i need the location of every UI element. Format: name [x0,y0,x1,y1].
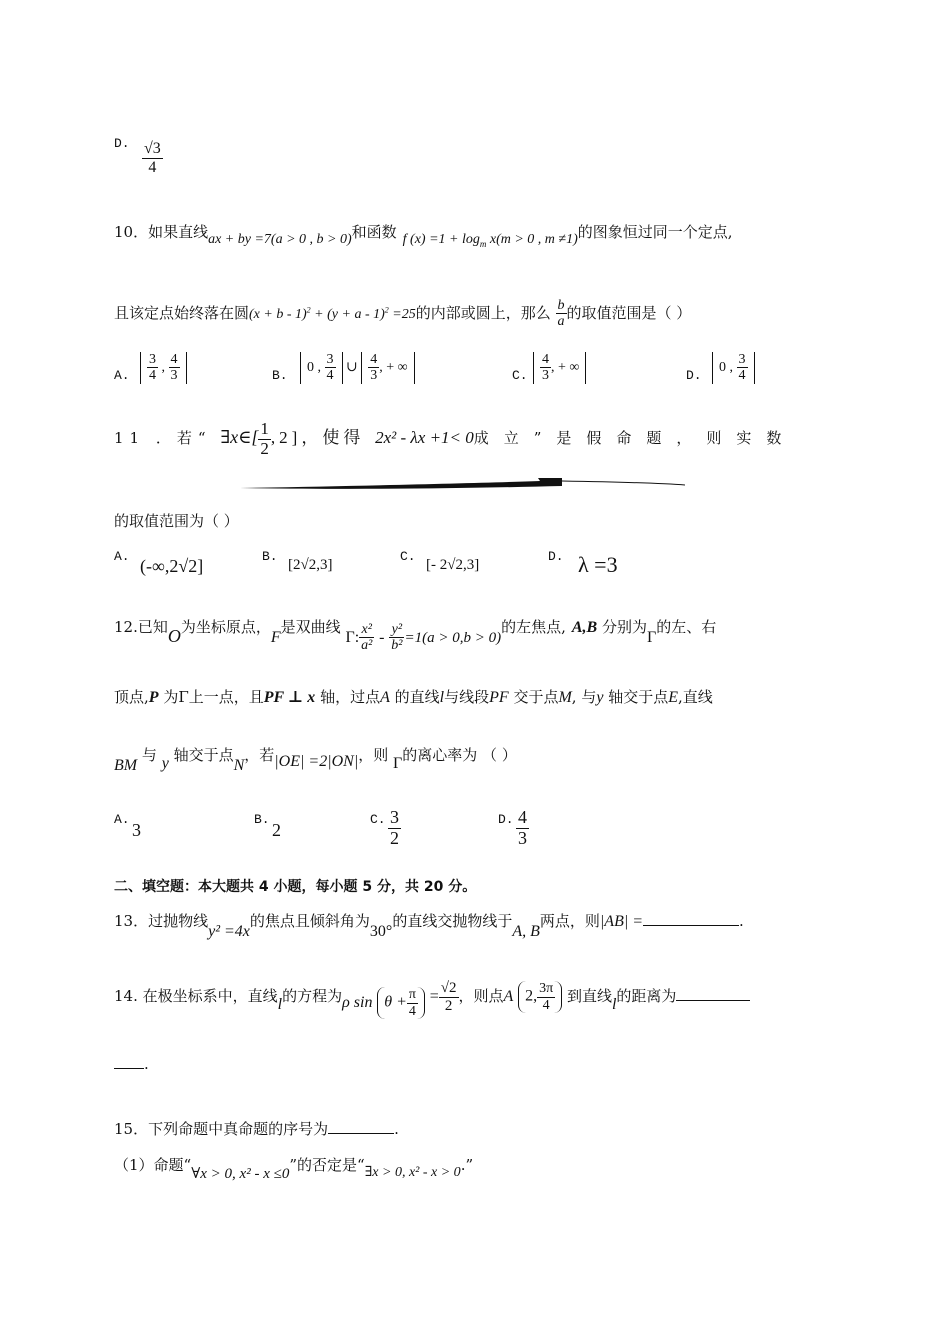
q13-answer-blank[interactable] [643,911,739,926]
q9-d-numerator: √3 [144,140,161,157]
q11-option-d-label: D. [548,549,564,564]
q12-y2-den: b² [391,638,403,654]
q12-M: M [558,689,572,706]
q12-E: E [668,689,679,706]
q14-point-r: 2, [525,988,538,1005]
q12-PF: PF [489,689,509,706]
q10-line2 [114,298,691,330]
q10-sq1: 2 [306,305,311,315]
q12-l2-f: 交于点 [513,688,559,706]
q12-option-d [516,808,529,849]
q10-option-c-label: C. [512,368,528,383]
q10-a-n1: 3 [149,352,156,367]
q12-l2-d: 的直线 [394,688,440,706]
q13-line [114,910,744,940]
q10-b-inf: , + ∞ [379,360,408,376]
q11-exists: ∃x∈[ [220,427,259,448]
q12-option-c-label: C. [370,812,386,827]
q12-number: 12.已知 [114,617,168,636]
q10-l2-text-b: 的内部或圆上，那么 [415,303,551,322]
q12-option-a: 3 [132,820,141,840]
q12-P: P [148,689,159,706]
q12-y2-num: y² [389,622,404,638]
q10-line1 [114,221,733,249]
q9-option-d-value [142,140,163,176]
q14-end: . [144,1055,149,1073]
q11-option-c: [- 2√2,3] [426,557,480,573]
q12-O: O [167,625,181,646]
q13-angle: 30° [369,923,393,940]
q15-number: 15．下列命题中真命题的序号为 [114,1120,329,1138]
q14-answer-blank[interactable] [676,986,750,1001]
q14-t1: 的方程为 [282,987,343,1005]
q14-t4: 的距离为 [616,987,677,1005]
q10-l2-text-a: 且该定点始终落在圆 [114,303,250,322]
q10-text2: 的图象恒过同一个定点, [577,223,733,241]
q14-point [518,981,562,1013]
q14-r2-num: √2 [440,980,457,996]
q12-option-b-label: B. [254,812,270,827]
q10-circle-y: + (y + a - 1) [314,306,385,322]
q12-l3-gamma: Γ [393,755,403,772]
q12-c-den: 2 [390,827,399,848]
q12-l3-a: 与 [141,746,157,764]
q11-option-a: (-∞,2√2] [140,556,204,576]
q12-line2 [114,686,713,707]
q13-AB: A, B [512,923,540,940]
q10-a-d2: 3 [170,368,178,384]
q10-option-d-label: D. [686,368,702,383]
q10-func-base: m [479,238,487,249]
q14-pi-num: π [408,987,416,1003]
q14-A: A [503,988,514,1005]
q10-option-b-label: B. [272,368,288,383]
q10-c-inf: , + ∞ [551,360,580,376]
q12-x2-den: a² [361,638,373,654]
q11-half-num: 1 [260,419,269,438]
q14-rho-sin: ρ sin [342,994,373,1011]
q12-l2-h: 轴交于点 [608,688,669,706]
q14-line [114,980,750,1019]
q11-option-a-label: A. [114,549,130,564]
q10-b-n1: 3 [326,352,334,367]
q9-option-d-label: D. [114,136,130,151]
q12-d-num: 4 [518,807,527,827]
q10-l2-text-c: 的取值范围是（ ） [566,303,692,322]
q12-BM: BM [114,757,138,774]
q15-item1-a: （1）命题“ [114,1156,192,1174]
q13-t3: 两点，则 [539,912,600,930]
q11-text-end: 成立”是假命题，则实数 [473,429,797,448]
q12-minus: - [379,628,385,646]
q14-paren-group [377,987,425,1019]
q12-line3 [114,744,517,774]
q10-function [403,232,578,247]
q10-a-n2: 4 [170,352,178,367]
q9-d-denominator: 4 [148,158,157,176]
q15-line [114,1118,399,1139]
q12-c-num: 3 [390,807,399,827]
q10-circle-r: =25 [392,306,416,322]
q14-t3: 到直线 [566,987,612,1005]
q12-eq-tail: =1(a > 0,b > 0) [404,629,502,646]
q14-equals: = [429,988,439,1005]
q12-l2-b: 为Γ上一点，且 [163,688,264,706]
q10-b-zero: 0 , [307,360,321,376]
q12-t1: 为坐标原点， [180,617,271,636]
q10-b-d2: 3 [370,368,378,384]
q10-c-n1: 4 [542,352,549,367]
q12-option-d-label: D. [498,812,514,827]
q10-number: 10．如果直线 [114,223,209,241]
q10-b-n2: 4 [370,352,378,367]
q14-tp-den: 4 [542,997,550,1013]
q14-l: l [277,996,283,1013]
q15-end: . [394,1120,399,1138]
section-2-heading: 二、填空题：本大题共 4 小题，每小题 5 分，共 20 分。 [114,879,477,895]
q12-A: A [380,689,390,706]
q10-option-a-label: A. [114,368,130,383]
q10-d-d1: 4 [738,368,746,384]
q10-func-tail: x(m > 0 , m ≠1) [489,232,578,247]
q14-tp-num: 3π [539,981,554,997]
q11-number: 11 ．若“ [114,429,212,448]
q12-t5: 的左、右 [656,617,717,636]
q10-option-a: $\frac{3}{4}$ , $\frac{4}{3}$ [140,352,187,384]
q10-b-d1: 4 [326,368,334,384]
q11-option-b-label: B. [262,549,278,564]
q10-circle-x: (x + b - 1) [249,306,307,322]
brush-stroke-decoration [240,474,685,494]
q12-t2: 是双曲线 [280,617,341,636]
q13-number: 13．过抛物线 [114,912,209,930]
q12-l2-i: ,直线 [678,688,713,706]
q12-d-den: 3 [518,827,527,848]
q12-condition: |OE| =2|ON| [274,753,359,770]
q12-x2-num: x² [359,622,374,638]
q12-l2-c: 轴，过点 [320,688,381,706]
q10-ba-num: b [557,298,565,313]
q12-PF-perp: PF ⊥ x [263,689,316,706]
q14-answer-blank-cont[interactable] [114,1054,144,1069]
q11-half-den: 2 [260,438,269,458]
q12-l: l [439,689,445,706]
q10-b-cup: ∪ [346,360,358,376]
q13-t2: 的直线交抛物线于 [392,912,513,930]
q13-abs-AB: |AB| = [599,913,644,930]
q10-text1: 和函数 [351,223,397,241]
q12-line1 [114,612,717,654]
q14-number: 14. 在极坐标系中，直线 [114,987,278,1005]
q12-l3-c: ，若 [244,746,275,764]
q15-item1-neg: ∃x > 0, x² - x > 0 [364,1165,461,1180]
q12-gamma2: Γ [646,628,657,646]
q10-c-d1: 3 [542,368,549,384]
q12-option-c [388,808,401,849]
q10-ba-den: a [557,314,565,330]
q15-answer-blank[interactable] [328,1119,394,1134]
q10-d-n1: 3 [738,352,746,367]
q14-t2: ，则点 [458,987,504,1005]
q10-a-d1: 4 [149,368,156,384]
q14-continuation [114,1054,149,1073]
q12-y: y [596,689,604,706]
q13-end: . [739,912,744,930]
q12-l3-d: ，则 [358,746,389,764]
q12-AB: A,B [571,618,598,636]
q11-line2: 的取值范围为（ ） [114,512,239,530]
q11-option-d: λ =3 [578,552,618,577]
q10-option-b [300,352,415,384]
q10-circle [249,307,416,322]
q12-F: F [270,628,281,646]
q15-item1-b: ”的否定是“ [289,1156,365,1174]
q10-option-c [533,352,586,384]
q12-l2-g: , 与 [571,688,597,706]
q14-r2-den: 2 [444,997,453,1014]
q14-pi-den: 4 [408,1003,416,1019]
q13-parabola: y² =4x [208,923,250,940]
q12-t4: 分别为 [601,617,647,636]
q11-option-b: [2√2,3] [288,557,333,573]
q12-gamma: Γ: [345,628,360,646]
q11-inequality: 2x² - λx +1< 0 [375,428,474,448]
q10-line-equation: ax + by =7(a > 0 , b > 0) [208,232,352,247]
q12-l3-b: 轴交于点 [173,746,234,764]
q10-d-zero: 0 , [719,360,733,376]
q14-l2: l [611,996,617,1013]
q15-item1-prop: ∀x > 0, x² - x ≤0 [191,1166,290,1182]
q15-item1-c: .” [460,1156,474,1174]
q12-l2-a: 顶点, [114,688,149,706]
q10-sq2: 2 [384,305,389,315]
q12-l2-e: 与线段 [444,688,490,706]
q12-option-a-label: A. [114,812,130,827]
q12-N: N [233,757,245,774]
q12-t3: 的左焦点, [501,617,566,636]
q15-item1 [114,1154,474,1182]
q11-interval-end: ,2]，使得 [270,428,365,448]
q11-option-c-label: C. [400,549,416,564]
q13-t1: 的焦点且倾斜角为 [249,912,370,930]
q12-l3-e: 的离心率为 （ ） [402,746,517,764]
q14-theta: θ + [384,994,407,1011]
q11-line1 [114,420,838,458]
q10-option-d [712,352,755,384]
q10-func-main: f (x) =1 + log [402,232,480,247]
q12-l3-y: y [161,755,169,772]
q12-option-b: 2 [272,820,281,840]
